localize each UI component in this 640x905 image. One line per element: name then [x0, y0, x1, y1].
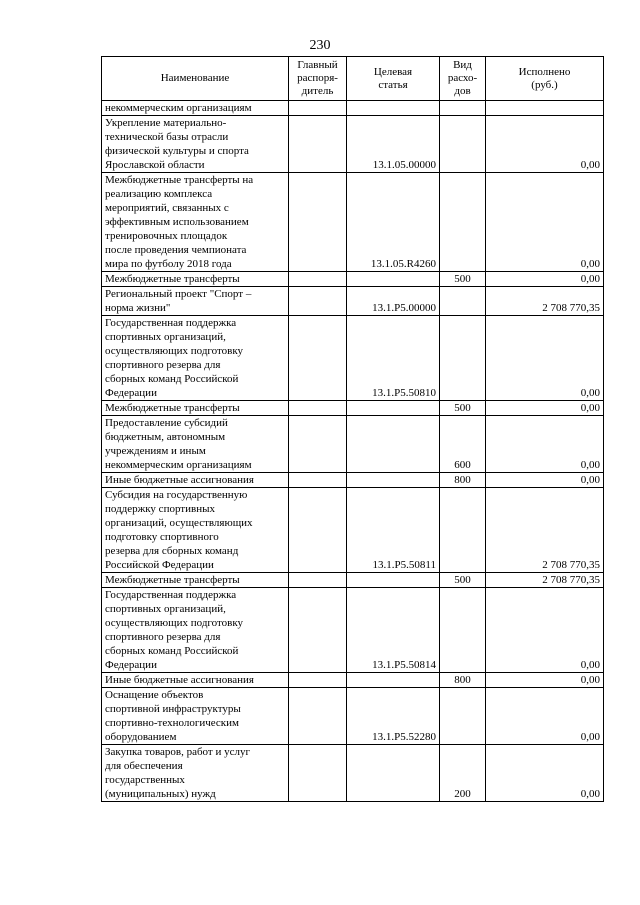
cell-type — [440, 287, 486, 316]
table-row — [102, 473, 604, 488]
cell-target — [347, 401, 440, 416]
cell-type — [440, 173, 486, 272]
cell-done: 0,00 — [486, 272, 604, 287]
table-row — [102, 173, 604, 272]
table-row — [102, 488, 604, 573]
cell-type: 500 — [440, 401, 486, 416]
cell-done: 0,00 — [486, 416, 604, 473]
header-type: Вид расхо- дов — [440, 57, 486, 101]
cell-done: 0,00 — [486, 116, 604, 173]
cell-target — [347, 745, 440, 802]
cell-target — [347, 673, 440, 688]
cell-admin — [289, 688, 347, 745]
table-row — [102, 688, 604, 745]
cell-target — [347, 272, 440, 287]
header-target: Целевая статья — [347, 57, 440, 101]
cell-type — [440, 488, 486, 573]
cell-admin — [289, 316, 347, 401]
cell-name: Субсидия на государственную поддержку спортивных организаций, осуществляющих подготовку спортивного резерва для сборных команд Российской Федерации — [102, 488, 289, 573]
cell-target — [347, 416, 440, 473]
header-name: Наименование — [102, 57, 289, 101]
cell-name: Государственная поддержка спортивных организаций, осуществляющих подготовку спортивного резерва для сборных команд Российской Федерации — [102, 588, 289, 673]
cell-done: 0,00 — [486, 588, 604, 673]
cell-type — [440, 588, 486, 673]
cell-done — [486, 101, 604, 116]
cell-target: 13.1.P5.52280 — [347, 688, 440, 745]
cell-admin — [289, 401, 347, 416]
cell-admin — [289, 488, 347, 573]
cell-admin — [289, 173, 347, 272]
page-number: 230 — [309, 38, 331, 53]
cell-done: 2 708 770,35 — [486, 573, 604, 588]
cell-name: Межбюджетные трансферты — [102, 401, 289, 416]
cell-admin — [289, 101, 347, 116]
cell-target: 13.1.P5.50814 — [347, 588, 440, 673]
cell-name: Предоставление субсидий бюджетным, автономным учреждениям и иным некоммерческим организациям — [102, 416, 289, 473]
cell-name: Укрепление материально- технической базы отрасли физической культуры и спорта Ярославской области — [102, 116, 289, 173]
cell-done: 0,00 — [486, 173, 604, 272]
table-row — [102, 588, 604, 673]
cell-name: Межбюджетные трансферты на реализацию комплекса мероприятий, связанных с эффективным использованием тренировочных площадок после проведения чемпионата мира по футболу 2018 года — [102, 173, 289, 272]
table-row — [102, 316, 604, 401]
table-row — [102, 416, 604, 473]
table-row — [102, 272, 604, 287]
table-row — [102, 101, 604, 116]
cell-target: 13.1.P5.50810 — [347, 316, 440, 401]
cell-target: 13.1.05.R4260 — [347, 173, 440, 272]
cell-admin — [289, 287, 347, 316]
table-row — [102, 573, 604, 588]
cell-type: 500 — [440, 272, 486, 287]
cell-type: 200 — [440, 745, 486, 802]
cell-done: 0,00 — [486, 673, 604, 688]
cell-target — [347, 573, 440, 588]
cell-name: некоммерческим организациям — [102, 101, 289, 116]
budget-table — [101, 56, 604, 802]
header-admin: Главный распоря- дитель — [289, 57, 347, 101]
cell-done: 0,00 — [486, 745, 604, 802]
cell-name: Иные бюджетные ассигнования — [102, 673, 289, 688]
table-row — [102, 401, 604, 416]
cell-type — [440, 316, 486, 401]
cell-name: Межбюджетные трансферты — [102, 272, 289, 287]
cell-type — [440, 101, 486, 116]
cell-type — [440, 116, 486, 173]
cell-name: Государственная поддержка спортивных организаций, осуществляющих подготовку спортивного резерва для сборных команд Российской Федерации — [102, 316, 289, 401]
cell-name: Иные бюджетные ассигнования — [102, 473, 289, 488]
cell-name: Межбюджетные трансферты — [102, 573, 289, 588]
table-row — [102, 745, 604, 802]
cell-admin — [289, 473, 347, 488]
cell-type: 800 — [440, 673, 486, 688]
cell-type: 600 — [440, 416, 486, 473]
cell-admin — [289, 573, 347, 588]
cell-type — [440, 688, 486, 745]
table-header-row — [102, 57, 604, 101]
table-row — [102, 287, 604, 316]
cell-admin — [289, 116, 347, 173]
cell-admin — [289, 416, 347, 473]
cell-target: 13.1.05.00000 — [347, 116, 440, 173]
cell-name: Оснащение объектов спортивной инфраструктуры спортивно-технологическим оборудованием — [102, 688, 289, 745]
cell-done: 0,00 — [486, 401, 604, 416]
cell-target: 13.1.P5.50811 — [347, 488, 440, 573]
cell-target: 13.1.P5.00000 — [347, 287, 440, 316]
cell-done: 0,00 — [486, 316, 604, 401]
cell-done: 0,00 — [486, 688, 604, 745]
cell-admin — [289, 745, 347, 802]
header-done: Исполнено (руб.) — [486, 57, 604, 101]
cell-done: 2 708 770,35 — [486, 488, 604, 573]
cell-done: 2 708 770,35 — [486, 287, 604, 316]
cell-admin — [289, 588, 347, 673]
cell-target — [347, 101, 440, 116]
cell-name: Региональный проект "Спорт – норма жизни" — [102, 287, 289, 316]
cell-type: 500 — [440, 573, 486, 588]
cell-name: Закупка товаров, работ и услуг для обеспечения государственных (муниципальных) нужд — [102, 745, 289, 802]
cell-type: 800 — [440, 473, 486, 488]
cell-admin — [289, 673, 347, 688]
cell-admin — [289, 272, 347, 287]
cell-target — [347, 473, 440, 488]
table-row — [102, 673, 604, 688]
cell-done: 0,00 — [486, 473, 604, 488]
table-row — [102, 116, 604, 173]
